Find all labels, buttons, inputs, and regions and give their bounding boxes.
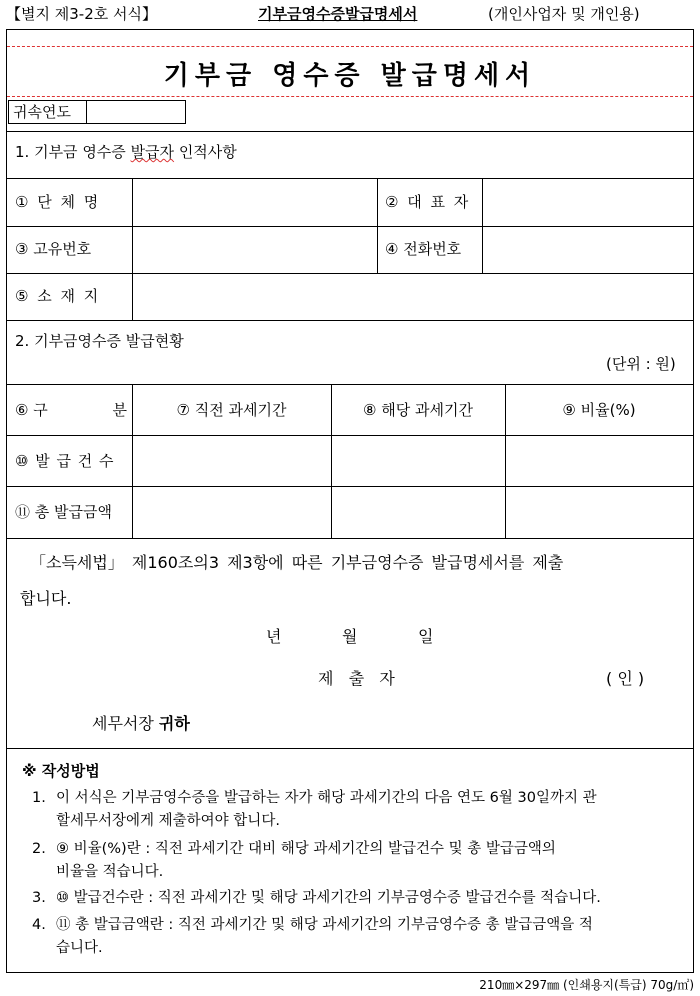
instruction-1-num: 1.	[32, 790, 46, 806]
instruction-2-line1: ⑨ 비율(%)란 : 직전 과세기간 대비 해당 과세기간의 발급건수 및 총 발급금액의	[56, 841, 556, 857]
section1-title-mark: 발급자	[130, 143, 175, 161]
row-line	[7, 384, 693, 385]
seal-mark: ( 인 )	[606, 669, 645, 688]
row-line	[7, 538, 693, 539]
row-line	[7, 178, 693, 179]
col-prev-header: ⑦ 직전 과세기간	[176, 401, 287, 419]
form-number: 【별지 제3-2호 서식】	[6, 5, 157, 23]
form-title: 기부금영수증발급명세서	[258, 5, 418, 23]
row-amount-label: ⑪ 총 발급금액	[15, 503, 112, 521]
instruction-2-num: 2.	[32, 841, 46, 857]
org-name-label: ① 단 체 명	[15, 193, 101, 211]
instruction-4-line1: ⑪ 총 발급금액란 : 직전 과세기간 및 해당 과세기간의 기부금영수증 총 발급금액을 적	[56, 917, 593, 933]
phone-label: ④ 전화번호	[385, 240, 462, 258]
instruction-2-line2: 비율을 적습니다.	[56, 864, 164, 880]
col-category-header	[15, 401, 127, 419]
row-line	[7, 273, 693, 274]
col-ratio-header: ⑨ 비율(%)	[562, 401, 636, 419]
form-target: (개인사업자 및 개인용)	[488, 5, 640, 23]
tax-office-text: 세무서장	[92, 714, 154, 733]
year-label: 귀속연도	[13, 103, 71, 121]
col-category-end: 분	[112, 401, 127, 419]
section2-title: 2. 기부금영수증 발급현황	[15, 332, 184, 350]
instruction-1-line2: 할세무서장에게 제출하여야 합니다.	[56, 813, 280, 829]
section1-top-line	[7, 131, 693, 132]
row-line	[7, 486, 693, 487]
row-line	[7, 320, 693, 321]
tax-office-label	[92, 711, 190, 734]
instruction-4-num: 4.	[32, 917, 46, 933]
declaration-line-2: 합니다.	[20, 589, 72, 608]
declaration-line-1: 「소득세법」 제160조의3 제3항에 따른 기부금영수증 발급명세서를 제출	[30, 553, 564, 572]
instruction-4-line2: 습니다.	[56, 940, 103, 956]
col-category-mark: ⑥ 구	[15, 401, 48, 419]
section1-title-pre: 1. 기부금 영수증	[15, 143, 131, 161]
document-title: 기부금 영수증 발급명세서	[163, 61, 537, 91]
date-year: 년	[266, 627, 282, 646]
section1-title	[15, 143, 237, 161]
unit-label: (단위 : 원)	[606, 355, 676, 373]
form-frame	[6, 29, 694, 973]
instructions-top-line	[7, 748, 693, 749]
instructions-heading: ※ 작성방법	[22, 762, 100, 780]
submitter-label: 제 출 자	[318, 669, 395, 688]
year-box-divider	[86, 100, 87, 124]
address-label: ⑤ 소 재 지	[15, 287, 101, 305]
row-line	[7, 226, 693, 227]
col-line	[377, 178, 378, 273]
col-curr-header: ⑧ 해당 과세기간	[363, 401, 473, 419]
instruction-3-line1: ⑩ 발급건수란 : 직전 과세기간 및 해당 과세기간의 기부금영수증 발급건수를 적습니다.	[56, 890, 601, 906]
honorific-text: 귀하	[158, 714, 190, 733]
section1-title-post: 인적사항	[174, 143, 237, 161]
row-line	[7, 435, 693, 436]
title-bottom-dashed-line	[7, 96, 693, 97]
instruction-1-line1: 이 서식은 기부금영수증을 발급하는 자가 해당 과세기간의 다음 연도 6월 30일까지 관	[56, 790, 597, 806]
id-number-label: ③ 고유번호	[15, 240, 92, 258]
paper-spec-footer: 210㎜×297㎜ (인쇄용지(특급) 70g/㎡)	[479, 978, 694, 992]
instruction-3-num: 3.	[32, 890, 46, 906]
date-day: 일	[418, 627, 434, 646]
date-month: 월	[342, 627, 358, 646]
col-line	[482, 178, 483, 273]
title-top-dashed-line	[7, 46, 693, 47]
row-count-label: ⑩ 발 급 건 수	[15, 452, 115, 470]
representative-label: ② 대 표 자	[385, 193, 471, 211]
col-line	[132, 178, 133, 320]
